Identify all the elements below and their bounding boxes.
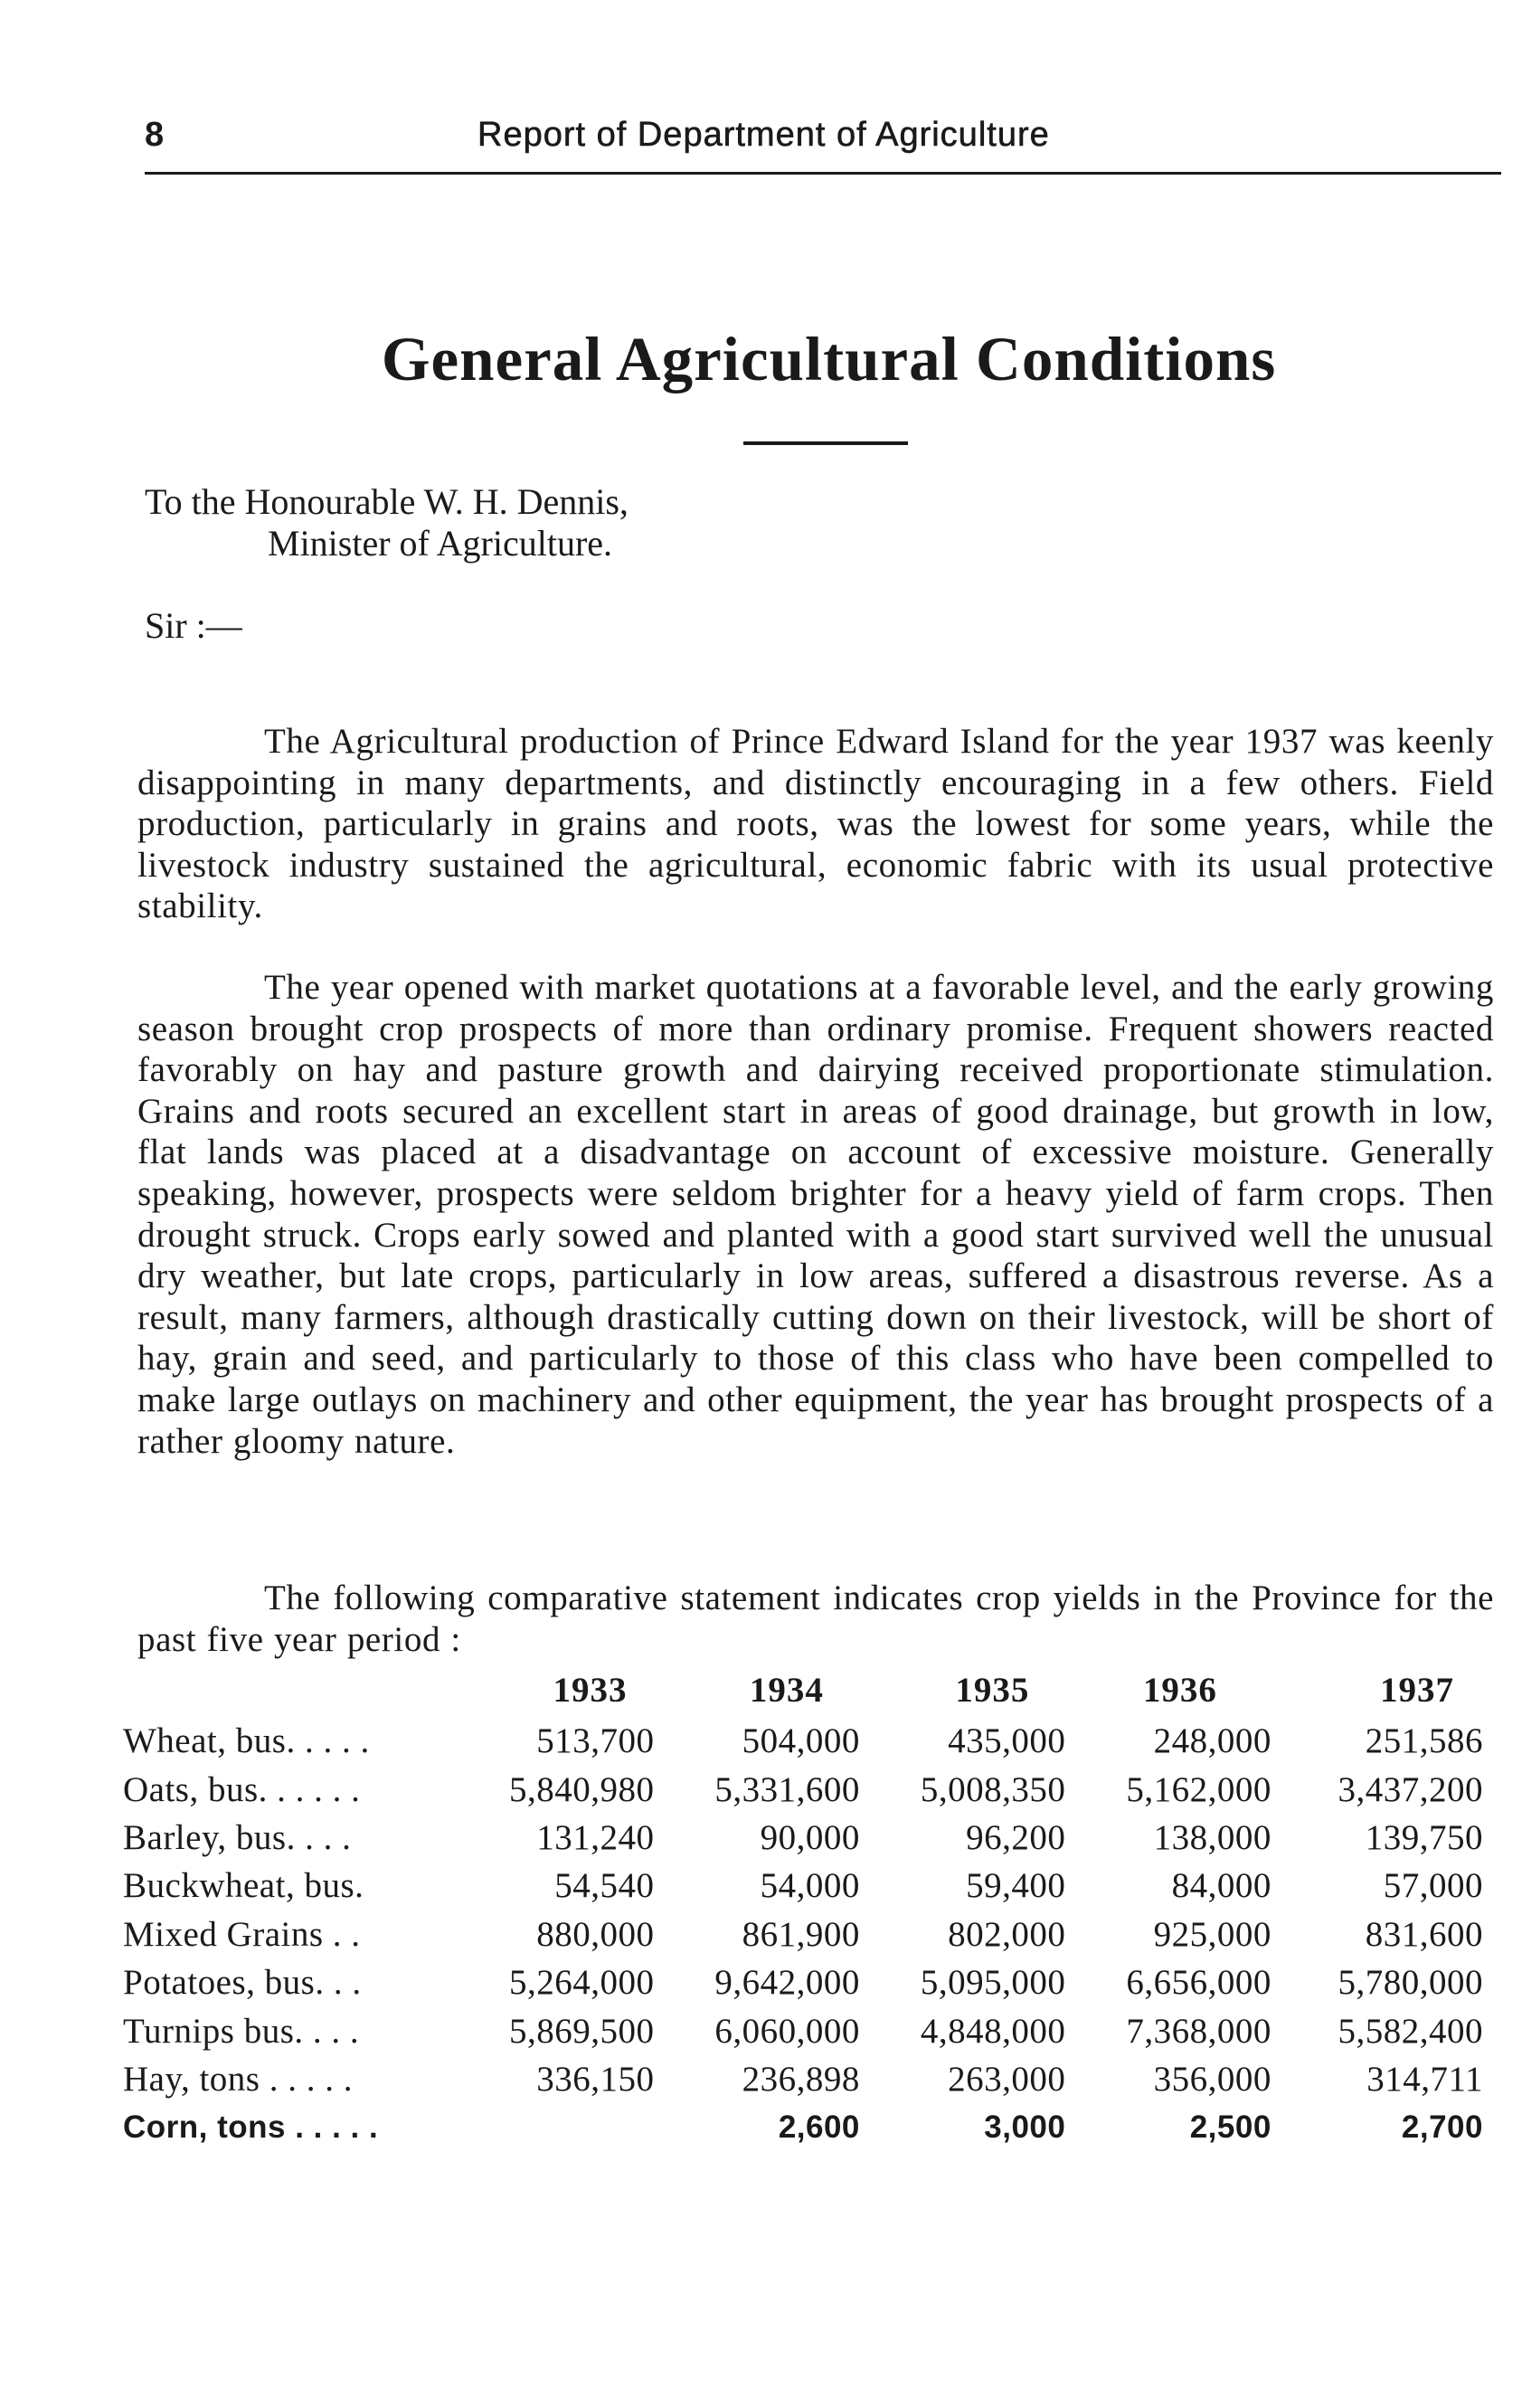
table-cell: 3,000 xyxy=(984,2109,1066,2145)
row-label: Hay, tons . . . . . xyxy=(123,2059,353,2099)
table-cell: 5,840,980 xyxy=(508,1769,655,1809)
table-cell: 5,008,350 xyxy=(920,1769,1066,1809)
table-cell: 2,700 xyxy=(1401,2109,1483,2145)
table-cell: 84,000 xyxy=(1171,1866,1271,1906)
table-cell: 861,900 xyxy=(742,1914,860,1954)
row-label: Oats, bus. . . . . . xyxy=(123,1769,361,1809)
table-cell: 54,000 xyxy=(760,1866,860,1906)
table-cell: 59,400 xyxy=(966,1866,1066,1906)
table-cell: 90,000 xyxy=(760,1817,860,1857)
title-rule xyxy=(743,441,908,445)
table-cell: 6,060,000 xyxy=(714,2011,860,2051)
table-cell: 7,368,000 xyxy=(1126,2011,1271,2051)
salutation-line-1: To the Honourable W. H. Dennis, xyxy=(145,481,629,522)
header-blank xyxy=(123,1663,449,1717)
paragraph-2: The year opened with market quotations at a favorable level, and the early growing season brought crop prospects of more than ordinary promise. Frequent showers reacted favorably on hay and pasture growth and dairying received proportionate stimulation. Grains and roots secured an excellent start in areas of good drainage, but growth in low, flat lands was placed at a disadvantage on account of excessive moisture. Generally speaking, however, prospects were seldom brighter for a heavy yield of farm crops. Then drought struck. Crops early sowed and planted with a good start survived well the unusual dry weather, but late crops, particularly in low areas, suffered a disastrous reverse. As a result, many farmers, although drastically cutting down on their livestock, will be short of hay, grain and seed, and particularly to those of this class who have been compelled to make large outlays on machinery and other equipment, the year has brought prospects of a rather gloomy nature. xyxy=(137,968,1494,1461)
table-row xyxy=(123,1717,1498,1765)
year-header: 1934 xyxy=(749,1670,824,1710)
row-label: Mixed Grains . . xyxy=(123,1914,361,1954)
table-cell: 336,150 xyxy=(536,2059,655,2099)
row-label: Wheat, bus. . . . . xyxy=(123,1721,370,1761)
table-cell: 57,000 xyxy=(1383,1866,1483,1906)
table-cell: 131,240 xyxy=(536,1817,655,1857)
year-header: 1935 xyxy=(955,1670,1030,1710)
table-cell: 5,869,500 xyxy=(508,2011,655,2051)
table-cell: 831,600 xyxy=(1365,1914,1483,1954)
page-number: 8 xyxy=(145,116,165,154)
table-cell: 504,000 xyxy=(742,1721,860,1761)
paragraph-1: The Agricultural production of Prince Edward Island for the year 1937 was keenly disappointing in many departments, and distinctly encouraging in a few others. Field production, particularly in grains and roots, was the lowest for some years, while the livestock industry sustained the agricultural, economic fabric with its usual protective stability. xyxy=(137,722,1494,926)
row-label: Barley, bus. . . . xyxy=(123,1817,352,1857)
row-label: Buckwheat, bus. xyxy=(123,1866,364,1906)
section-title: General Agricultural Conditions xyxy=(381,325,1277,393)
table-cell: 263,000 xyxy=(948,2059,1066,2099)
year-header: 1933 xyxy=(553,1670,628,1710)
table-cell: 513,700 xyxy=(536,1721,655,1761)
table-row xyxy=(123,2055,1498,2103)
table-row xyxy=(123,1862,1498,1910)
table-header-row xyxy=(123,1663,1498,1717)
table-cell: 5,331,600 xyxy=(714,1769,860,1809)
table-cell: 802,000 xyxy=(948,1914,1066,1954)
table-cell: 880,000 xyxy=(536,1914,655,1954)
table-row xyxy=(123,2006,1498,2054)
header-rule xyxy=(145,172,1501,175)
table-cell: 139,750 xyxy=(1365,1817,1483,1857)
running-title: Report of Department of Agriculture xyxy=(477,116,1050,154)
table-row xyxy=(123,2103,1498,2151)
table-cell: 251,586 xyxy=(1365,1721,1483,1761)
crop-yield-table xyxy=(123,1663,1498,2152)
table-cell: 925,000 xyxy=(1153,1914,1271,1954)
table-cell: 3,437,200 xyxy=(1338,1769,1483,1809)
table-row xyxy=(123,1910,1498,1958)
table-row xyxy=(123,1814,1498,1862)
table-cell: 435,000 xyxy=(948,1721,1066,1761)
running-header xyxy=(145,116,1492,170)
table-cell: 5,582,400 xyxy=(1338,2011,1483,2051)
table-cell: 314,711 xyxy=(1366,2059,1483,2099)
table-cell: 96,200 xyxy=(966,1817,1066,1857)
table-cell: 138,000 xyxy=(1153,1817,1271,1857)
salutation-line-2: Minister of Agriculture. xyxy=(268,523,613,564)
table-row xyxy=(123,1958,1498,2006)
table-cell: 2,500 xyxy=(1189,2109,1271,2145)
table-cell: 5,780,000 xyxy=(1338,1963,1483,2003)
table-cell: 54,540 xyxy=(554,1866,655,1906)
table-cell: 236,898 xyxy=(742,2059,860,2099)
row-label: Corn, tons . . . . . xyxy=(123,2109,379,2145)
table-cell: 5,264,000 xyxy=(508,1963,655,2003)
table-cell xyxy=(449,2103,654,2151)
table-cell: 2,600 xyxy=(778,2109,860,2145)
paragraph-3: The following comparative statement indicates crop yields in the Province for the past five year period : xyxy=(137,1578,1494,1659)
year-header: 1937 xyxy=(1380,1670,1454,1710)
table-cell: 6,656,000 xyxy=(1126,1963,1271,2003)
table-cell: 356,000 xyxy=(1153,2059,1271,2099)
salutation xyxy=(145,481,629,564)
year-header: 1936 xyxy=(1142,1670,1217,1710)
row-label: Turnips bus. . . . xyxy=(123,2011,360,2051)
greeting: Sir :— xyxy=(145,605,242,646)
table-cell: 9,642,000 xyxy=(714,1963,860,2003)
table-row xyxy=(123,1765,1498,1813)
table-cell: 5,162,000 xyxy=(1126,1769,1271,1809)
table-cell: 248,000 xyxy=(1153,1721,1271,1761)
row-label: Potatoes, bus. . . xyxy=(123,1963,362,2003)
table-cell: 5,095,000 xyxy=(920,1963,1066,2003)
table-cell: 4,848,000 xyxy=(920,2011,1066,2051)
